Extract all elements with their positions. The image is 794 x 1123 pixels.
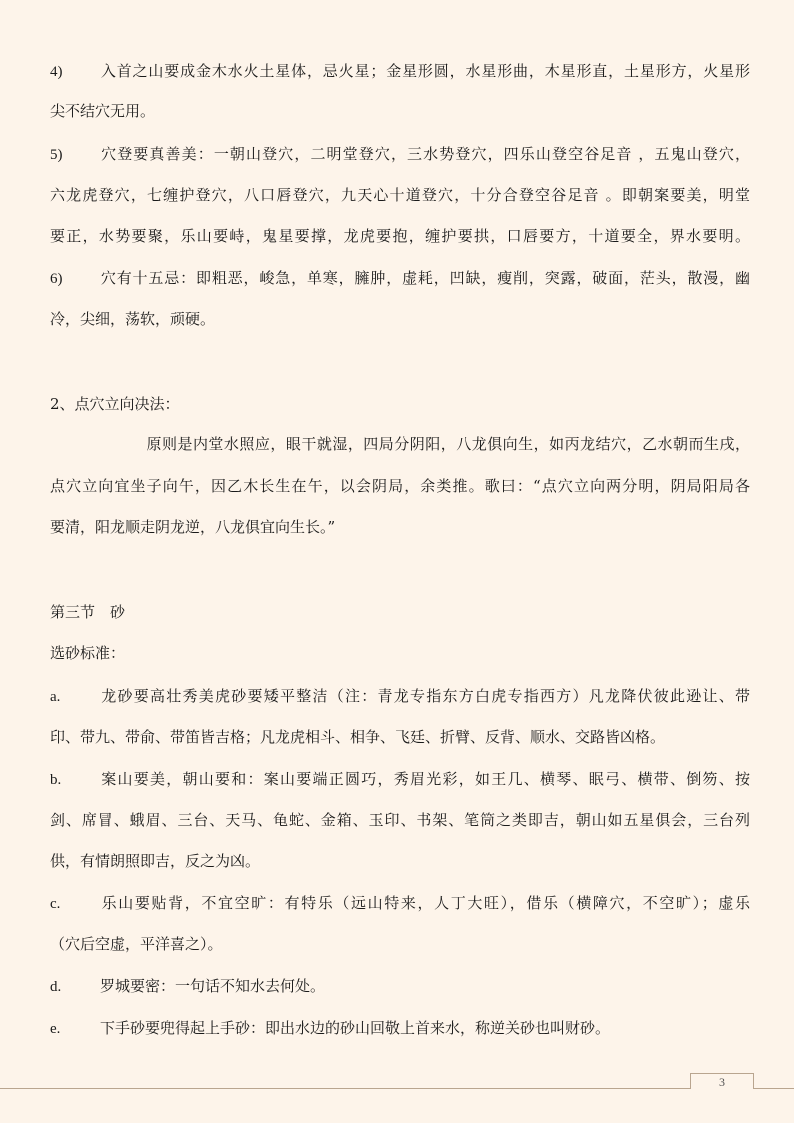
item-6-number: 6) — [50, 271, 63, 287]
item-d-line-1: d. 罗城要密：一句话不知水去何处。 — [50, 977, 326, 995]
item-a-label: a. — [50, 689, 61, 705]
item-4-line-2: 尖不结穴无用。 — [50, 102, 156, 120]
section-2-line-3: 要清，阳龙顺走阴龙逆，八龙俱宜向生长。” — [50, 518, 336, 536]
item-e-line-1: e. 下手砂要兜得起上手砂：即出水边的砂山回敬上首来水，称逆关砂也叫财砂。 — [50, 1019, 611, 1037]
item-b-line-2: 剑、席冒、蛾眉、三台、天马、龟蛇、金箱、玉印、书架、笔筒之类即吉，朝山如五星俱会，三台列 — [50, 811, 750, 829]
item-b-line-1: b. 案山要美，朝山要和：案山要端正圆巧，秀眉光彩，如王几、横琴、眠弓、横带、倒笏、按 — [50, 770, 750, 788]
item-c-line-1: c. 乐山要贴背，不宜空旷：有特乐（远山特来，人丁大旺），借乐（横障穴，不空旷）；虚乐 — [50, 894, 750, 912]
item-5-line-1: 5) 穴登要真善美：一朝山登穴，二明堂登穴，三水势登穴，四乐山登空谷足音 ，五鬼山登穴， — [50, 145, 750, 163]
section-3-subheading: 选砂标准： — [50, 644, 126, 662]
section-3-heading: 第三节 砂 — [50, 603, 126, 621]
section-2-line-1: 原则是内堂水照应，眼干就湿，四局分阴阳，八龙俱向生，如丙龙结穴，乙水朝而生戌， — [146, 435, 750, 453]
item-5-line-2: 六龙虎登穴，七缠护登穴，八口唇登穴，九天心十道登穴，十分合登空谷足音 。即朝案要美，明堂 — [50, 186, 750, 204]
item-d-label: d. — [50, 979, 62, 995]
footer-rule — [0, 1088, 794, 1089]
item-4-number: 4) — [50, 64, 63, 80]
item-e-label: e. — [50, 1021, 61, 1037]
item-a-line-1: a. 龙砂要高壮秀美虎砂要矮平整洁（注：青龙专指东方白虎专指西方）凡龙降伏彼此逊让、带 — [50, 687, 750, 705]
item-5-number: 5) — [50, 147, 63, 163]
item-4-line-1: 4) 入首之山要成金木水火土星体，忌火星；金星形圆，水星形曲，木星形直，土星形方，火星形 — [50, 62, 750, 80]
item-c-line-2: （穴后空虚，平洋喜之）。 — [50, 935, 223, 953]
section-2-heading: 2、点穴立向决法： — [50, 395, 180, 413]
page-number: 3 — [690, 1073, 754, 1089]
item-a-line-2: 印、带九、带俞、带笛皆吉格；凡龙虎相斗、相争、飞廷、折臂、反背、顺水、交路皆凶格。 — [50, 728, 666, 746]
item-b-label: b. — [50, 772, 62, 788]
item-b-line-3: 供，有情朗照即吉，反之为凶。 — [50, 852, 261, 870]
item-c-label: c. — [50, 896, 61, 912]
item-6-line-2: 冷，尖细，荡软，顽硬。 — [50, 310, 216, 328]
item-5-line-3: 要正，水势要聚，乐山要峙，鬼星要撑，龙虎要抱，缠护要拱，口唇要方，十道要全，界水要明。 — [50, 227, 750, 245]
section-2-line-2: 点穴立向宜坐子向午，因乙木长生在午，以会阴局，余类推。歌曰：“点穴立向两分明，阴局阳局各 — [50, 477, 750, 495]
item-6-line-1: 6) 穴有十五忌：即粗恶，峻急，单寒，臃肿，虚耗，凹缺，瘦削，突露，破面，茫头，散漫，幽 — [50, 269, 750, 287]
